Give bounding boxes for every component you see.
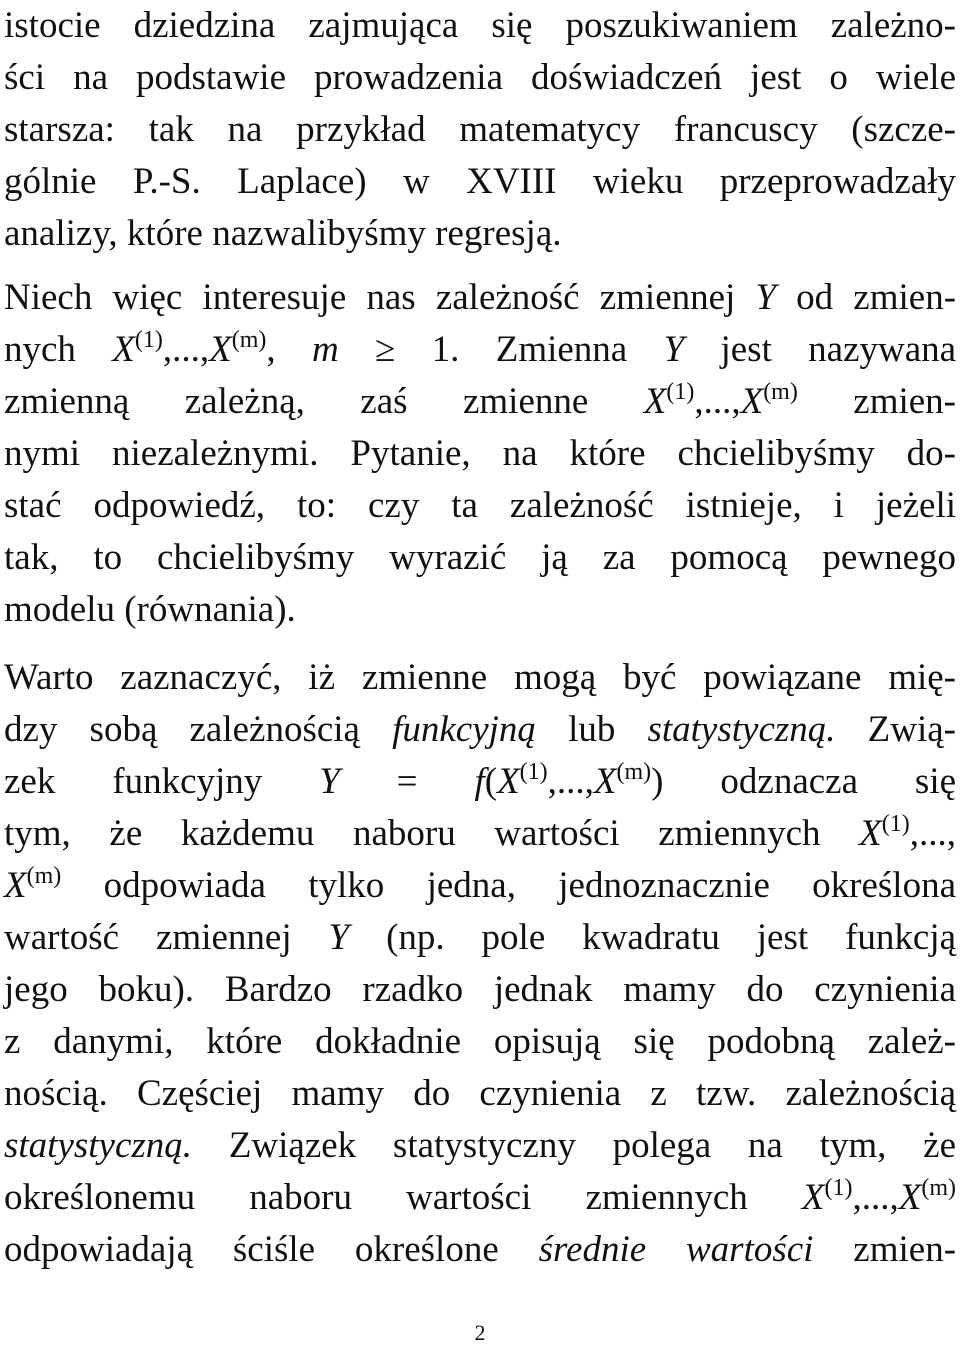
text-line: [4, 756, 956, 808]
text-line: tak, to chcielibyśmy wyrazić ją za pomocą pewnego: [4, 537, 956, 578]
text-run: zmien-: [853, 381, 956, 422]
text-line: [4, 1172, 956, 1224]
text-run: odpowiadają ściśle określone: [4, 1229, 499, 1270]
math-paren: (: [484, 761, 498, 802]
math-variable: X: [898, 1177, 922, 1218]
math-variable: X: [209, 329, 232, 370]
text-run: Zmienna: [495, 329, 628, 370]
text-run: określonemu naboru wartości zmiennych: [4, 1177, 748, 1218]
text-line: [4, 1224, 956, 1276]
math-variable: Y: [663, 329, 685, 370]
math-superscript: (1): [134, 327, 163, 353]
text-run: zmien-: [853, 1229, 957, 1270]
math-ellipsis: ,...,: [694, 381, 741, 422]
text-run: zmienną zależną, zaś zmienne: [4, 381, 589, 422]
text-line: starsza: tak na przykład matematycy francuscy (szcze-: [4, 109, 956, 150]
math-ellipsis: ,...,: [909, 813, 956, 854]
math-variable: X: [497, 761, 520, 802]
paragraph-3: [4, 652, 956, 1276]
text-line: Warto zaznaczyć, iż zmienne mogą być powiązane mię-: [4, 657, 956, 698]
math-expression: [802, 1177, 956, 1218]
math-expression: [112, 329, 275, 370]
math-variable: X: [859, 813, 882, 854]
math-variable: Y: [319, 761, 340, 802]
text-run: Związek statystyczny polega na tym, że: [228, 1125, 956, 1166]
math-variable: Y: [755, 277, 777, 318]
math-superscript: (1): [881, 811, 910, 837]
math-variable: X: [801, 1177, 825, 1218]
text-run: dzy sobą zależnością: [4, 709, 360, 750]
math-ellipsis: ,...,: [162, 329, 210, 370]
text-line: [4, 912, 956, 964]
math-superscript: (1): [666, 379, 695, 405]
math-superscript: (1): [824, 1175, 853, 1201]
text-line: [4, 1120, 956, 1172]
math-expression: [474, 761, 663, 802]
emphasis-text: statystyczną.: [4, 1125, 193, 1166]
text-line: gólnie P.-S. Laplace) w XVIII wieku przeprowadzały: [4, 161, 956, 202]
page-number: 2: [474, 1320, 486, 1345]
math-expression: [644, 381, 798, 422]
paragraph-1: [4, 0, 956, 260]
math-function: f: [474, 761, 485, 802]
math-superscript: (m): [26, 863, 62, 889]
math-ellipsis: ,...,: [547, 761, 594, 802]
math-paren: ): [651, 761, 664, 802]
text-line: [4, 376, 956, 428]
math-variable: X: [4, 865, 27, 906]
text-run: od zmien-: [796, 277, 957, 318]
emphasis-text: funkcyjną: [392, 709, 536, 750]
math-relation: =: [396, 761, 418, 802]
text-line: [4, 324, 956, 376]
text-line: [4, 808, 956, 860]
text-run: Niech więc interesuje nas zależność zmiennej: [4, 277, 736, 318]
text-line: [4, 272, 956, 324]
math-variable: X: [112, 329, 135, 370]
math-superscript: (1): [519, 759, 548, 785]
math-superscript: (m): [616, 759, 652, 785]
text-line: [4, 860, 956, 912]
math-ellipsis: ,...,: [852, 1177, 899, 1218]
text-run: zek funkcyjny: [4, 761, 263, 802]
text-line: stać odpowiedź, to: czy ta zależność istnieje, i jeżeli: [4, 485, 956, 526]
math-relation: ≥ 1.: [375, 329, 460, 370]
text-run: (np. pole kwadratu jest funkcją: [386, 917, 957, 958]
text-line: analizy, które nazwalibyśmy regresją.: [4, 213, 562, 254]
math-variable: X: [740, 381, 764, 422]
text-run: lub: [568, 709, 616, 750]
math-variable: m: [311, 329, 339, 370]
math-variable: X: [593, 761, 617, 802]
math-superscript: (m): [921, 1175, 957, 1201]
math-superscript: (m): [763, 379, 798, 405]
text-run: nych: [4, 329, 76, 370]
emphasis-text: statystyczną.: [647, 709, 836, 750]
text-run: Zwią-: [867, 709, 957, 750]
text-line: nością. Częściej mamy do czynienia z tzw. zależnością: [4, 1073, 956, 1114]
text-run: wartość zmiennej: [4, 917, 292, 958]
text-line: ści na podstawie prowadzenia doświadczeń jest o wiele: [4, 57, 956, 98]
math-comma: ,: [266, 329, 276, 370]
math-expression: [859, 813, 956, 854]
math-expression: [4, 865, 61, 906]
text-line: jego boku). Bardzo rzadko jednak mamy do czynienia: [4, 969, 956, 1010]
text-run: odznacza się: [720, 761, 957, 802]
emphasis-text: średnie wartości: [538, 1229, 814, 1270]
text-line: istocie dziedzina zajmująca się poszukiwaniem zależno-: [4, 5, 956, 46]
text-line: z danymi, które dokładnie opisują się podobną zależ-: [4, 1021, 956, 1062]
text-line: [4, 704, 956, 756]
math-superscript: (m): [231, 327, 267, 353]
text-run: odpowiada tylko jedna, jednoznacznie określona: [103, 865, 957, 906]
text-line: nymi niezależnymi. Pytanie, na które chcielibyśmy do-: [4, 433, 956, 474]
text-run: jest nazywana: [720, 329, 957, 370]
math-variable: X: [643, 381, 667, 422]
math-variable: Y: [328, 917, 350, 958]
paragraph-2: [4, 272, 956, 636]
text-line: modelu (równania).: [4, 589, 296, 630]
text-run: tym, że każdemu naboru wartości zmiennych: [4, 813, 821, 854]
